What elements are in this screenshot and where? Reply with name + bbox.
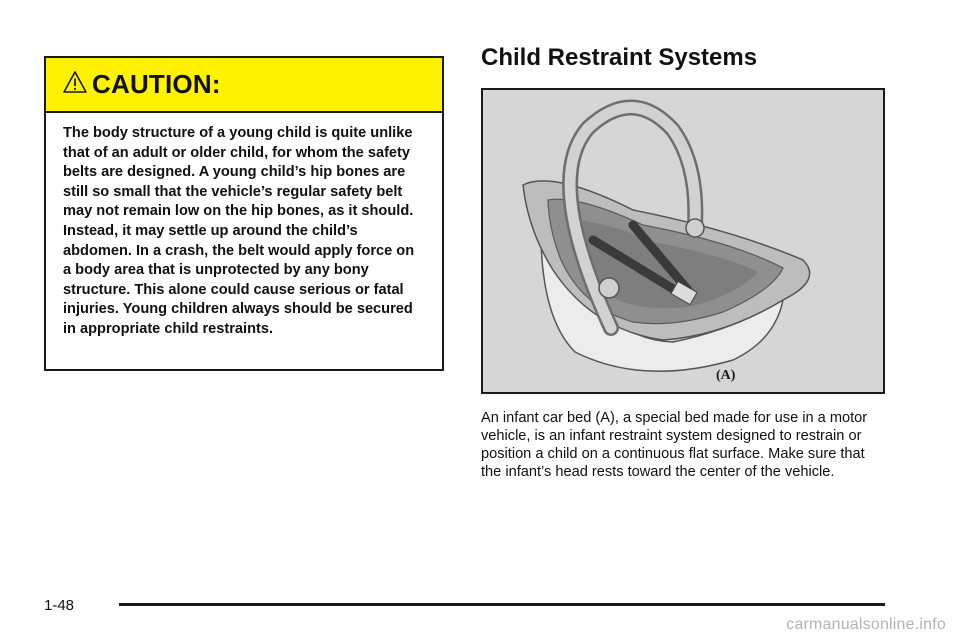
page-number: 1-48 <box>44 597 75 614</box>
figure-label: (A) <box>716 368 736 383</box>
footer-rule <box>119 603 885 606</box>
watermark: carmanualsonline.info <box>786 616 946 633</box>
warning-triangle-icon <box>62 69 88 95</box>
caution-title: CAUTION: <box>92 69 221 99</box>
section-heading: Child Restraint Systems <box>481 44 758 71</box>
section-paragraph: An infant car bed (A), a special bed made for use in a motor vehicle, is an infant restraint system designed to restrain or position a child on a continuous flat surface. Make sure that the infant’s head rests toward the center of the vehicle. <box>481 410 868 480</box>
infant-car-bed-drawing <box>483 90 883 392</box>
infant-car-bed-illustration <box>481 88 885 394</box>
caution-header <box>46 58 442 113</box>
caution-body-text: The body structure of a young child is quite unlike that of an adult or older child, for whom the safety belts are designed. A young child’s hip bones are still so small that the vehicle’s regular safety belt may not remain low on the hip bones, as it should. Instead, it may settle up around the child’s abdomen. In a crash, the belt would apply force on a body area that is unprotected by any bony structure. This alone could cause serious or fatal injuries. Young children always should be secured in appropriate child restraints. <box>63 125 415 337</box>
caution-box <box>44 56 444 371</box>
